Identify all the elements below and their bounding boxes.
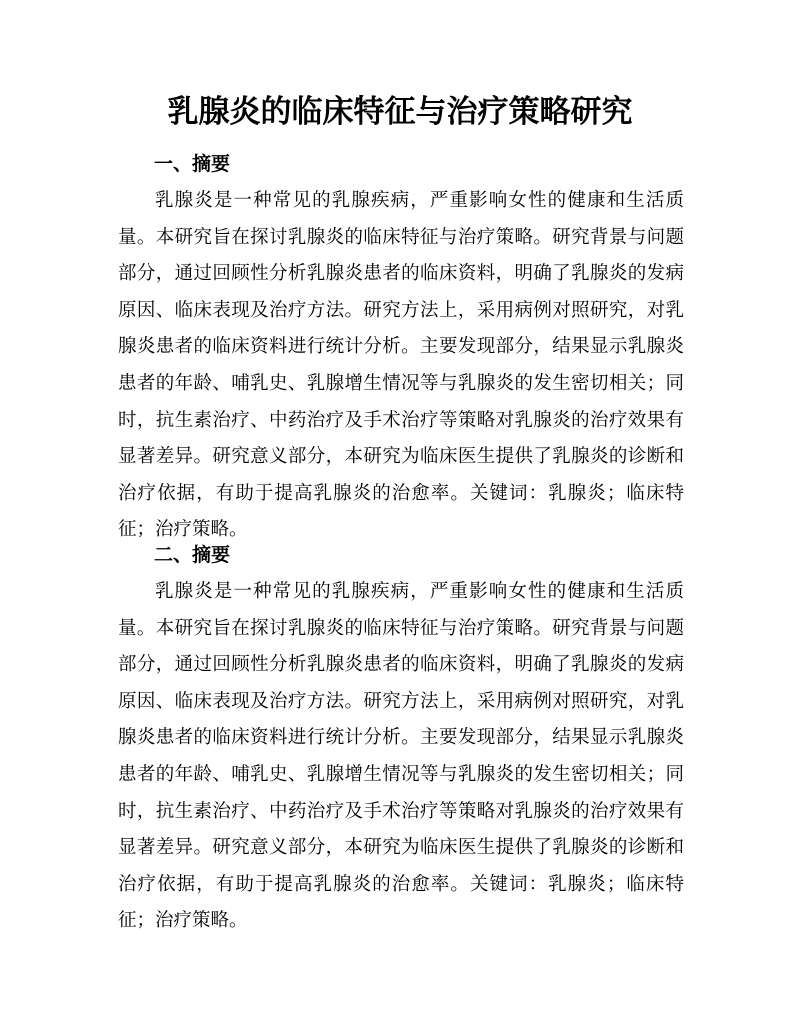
section-heading: 二、摘要 [154, 544, 231, 566]
abstract-section-2 [118, 538, 684, 940]
section-heading: 一、摘要 [154, 153, 231, 175]
section-paragraph: 乳腺炎是一种常见的乳腺疾病，严重影响女性的健康和生活质量。本研究旨在探讨乳腺炎的临床特征与治疗策略。研究背景与问题部分，通过回顾性分析乳腺炎患者的临床资料，明确了乳腺炎的发病原因、临床表现及治疗方法。研究方法上，采用病例对照研究，对乳腺炎患者的临床资料进行统计分析。主要发现部分，结果显示乳腺炎患者的年龄、哺乳史、乳腺增生情况等与乳腺炎的发生密切相关；同时，抗生素治疗、中药治疗及手术治疗等策略对乳腺炎的治疗效果有显著差异。研究意义部分，本研究为临床医生提供了乳腺炎的诊断和治疗依据，有助于提高乳腺炎的治愈率。关键词：乳腺炎；临床特征；治疗策略。 [118, 581, 684, 932]
document-title: 乳腺炎的临床特征与治疗策略研究 [167, 94, 633, 130]
abstract-section-1 [118, 147, 684, 549]
section-paragraph: 乳腺炎是一种常见的乳腺疾病，严重影响女性的健康和生活质量。本研究旨在探讨乳腺炎的临床特征与治疗策略。研究背景与问题部分，通过回顾性分析乳腺炎患者的临床资料，明确了乳腺炎的发病原因、临床表现及治疗方法。研究方法上，采用病例对照研究，对乳腺炎患者的临床资料进行统计分析。主要发现部分，结果显示乳腺炎患者的年龄、哺乳史、乳腺增生情况等与乳腺炎的发生密切相关；同时，抗生素治疗、中药治疗及手术治疗等策略对乳腺炎的治疗效果有显著差异。研究意义部分，本研究为临床医生提供了乳腺炎的诊断和治疗依据，有助于提高乳腺炎的治愈率。关键词：乳腺炎；临床特征；治疗策略。 [118, 190, 684, 541]
